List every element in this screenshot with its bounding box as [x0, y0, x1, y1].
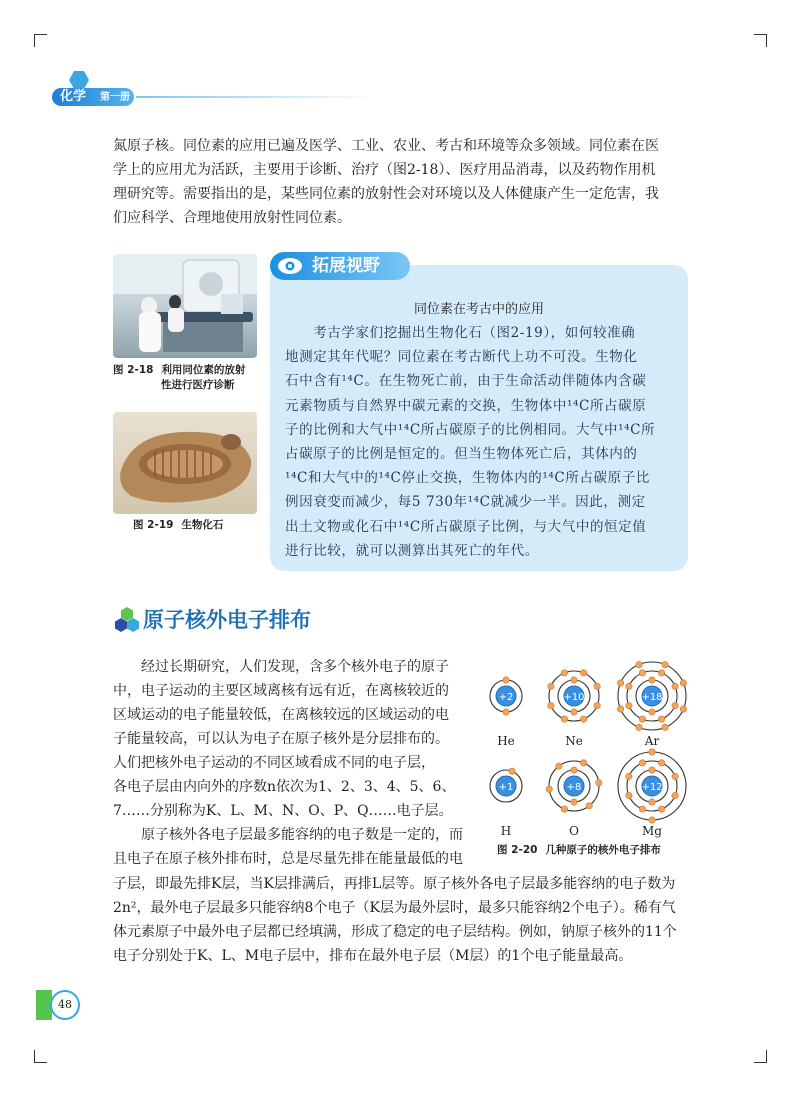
- nucleus-charge: +8: [566, 782, 582, 793]
- intro-line: 们应科学、合理地使用放射性同位素。: [113, 210, 351, 226]
- electron: [649, 767, 655, 773]
- electron: [571, 677, 577, 683]
- nucleus-charge: +18: [641, 692, 663, 703]
- extension-line: 元素物质与自然界中碳元素的交换，生物体中¹⁴C所占碳原: [285, 397, 647, 414]
- extension-line: ¹⁴C和大气中的¹⁴C停止交换，生物体内的¹⁴C所占碳原子比: [285, 470, 650, 487]
- electron: [556, 763, 562, 769]
- fossil-photo: [113, 412, 257, 514]
- electron: [672, 702, 678, 708]
- body-line: 电子分别处于K、L、M电子层中，排布在最外电子层（M层）的1个电子能量最高。: [113, 948, 633, 964]
- extension-line: 出土文物或化石中¹⁴C所占碳原子比例，与大气中的恒定值: [285, 518, 647, 535]
- nucleus-charge: +1: [498, 782, 514, 793]
- crop-mark-bottom-left: [34, 1050, 47, 1063]
- medical-diagnosis-photo: [113, 254, 257, 358]
- body-line: 2n²，最外电子层最多只能容纳8个电子（K层为最外层时，最多只能容纳2个电子）。稀有气: [113, 900, 676, 916]
- body-line: 子能量较高，可以认为电子在原子核外是分层排布的。: [113, 731, 449, 747]
- nucleus-charge: +12: [641, 782, 663, 793]
- trilobite-fossil-illustration: [113, 412, 257, 514]
- electron: [571, 767, 577, 773]
- figure-20-caption: [497, 842, 661, 857]
- atom-symbol-label: Mg: [642, 824, 662, 838]
- electron: [649, 817, 655, 823]
- extension-line: 子的比例和大气中¹⁴C所占碳原子的比例相同。大气中¹⁴C所: [285, 421, 656, 438]
- electron: [571, 799, 577, 805]
- electron: [649, 749, 655, 755]
- atom-he: [490, 677, 522, 715]
- extension-line: 例因衰变而减少，每5 730年¹⁴C就减少一半。因此，测定: [285, 494, 646, 511]
- running-header: [52, 70, 372, 110]
- electron: [662, 724, 668, 730]
- electron: [594, 683, 600, 689]
- electron: [639, 806, 645, 812]
- caption-text: 生物化石: [181, 519, 224, 531]
- electron: [580, 760, 586, 766]
- figure-18-caption-continued: 性进行医疗诊断: [161, 379, 235, 391]
- electron: [580, 716, 586, 722]
- electron: [617, 706, 623, 712]
- intro-line: 学上的应用尤为活跃，主要用于诊断、治疗（图2-18）、医疗用品消毒，以及药物作用机: [113, 162, 656, 178]
- electron: [639, 760, 645, 766]
- header-rule: [136, 96, 376, 98]
- electron: [561, 716, 567, 722]
- electron: [672, 792, 678, 798]
- section-title: 原子核外电子排布: [143, 608, 311, 632]
- atom-h: [490, 768, 522, 802]
- figure-19-caption: [133, 518, 223, 533]
- extension-title: 同位素在考古中的应用: [413, 302, 544, 317]
- body-line: 原子核外各电子层最多能容纳的电子数是一定的，而: [113, 827, 463, 843]
- crop-mark-bottom-right: [754, 1050, 767, 1063]
- electron: [594, 702, 600, 708]
- extension-line: 地测定其年代呢？同位素在考古断代上功不可没。生物化: [285, 349, 638, 366]
- electron: [626, 773, 632, 779]
- caption-text: 几种原子的核外电子排布: [545, 844, 661, 856]
- electron: [626, 683, 632, 689]
- body-line: 子层，即最先排K层，当K层排满后，再排L层等。原子核外各电子层最多能容纳的电子数为: [113, 876, 676, 892]
- body-line: 人们把核外电子运动的不同区域看成不同的电子层，: [113, 755, 435, 771]
- electron: [672, 773, 678, 779]
- hexagon-cluster-icon: [113, 607, 141, 633]
- electron: [658, 760, 664, 766]
- eye-icon: [277, 256, 303, 276]
- extension-line: 考古学家们挖掘出生物化石（图2-19），如何较准确: [285, 325, 636, 341]
- page-number-tab: [36, 990, 84, 1020]
- electron: [503, 709, 509, 715]
- crop-mark-top-right: [754, 34, 767, 47]
- body-line: 体元素原子中最外电子层都已经填满，形成了稳定的电子层结构。例如，钠原子核外的11个: [113, 924, 677, 940]
- figure-number: 图 2-19: [133, 519, 174, 531]
- electron: [617, 680, 623, 686]
- electron: [658, 806, 664, 812]
- atom-diagrams: [480, 660, 700, 838]
- atom-symbol-label: Ar: [644, 734, 660, 748]
- caption-text: 利用同位素的放射: [161, 364, 246, 376]
- electron: [649, 677, 655, 683]
- hexagon-logo-icon: [68, 70, 90, 90]
- atom-o: [546, 760, 602, 813]
- figure-number: 图 2-20: [497, 844, 538, 856]
- body-line: 经过长期研究，人们发现，含多个核外电子的原子: [113, 659, 449, 675]
- extension-line: 占碳原子的比例是恒定的。但当生物体死亡后，其体内的: [285, 446, 638, 463]
- atom-ne: [548, 670, 601, 723]
- electron: [649, 799, 655, 805]
- electron: [509, 768, 515, 774]
- electron: [658, 716, 664, 722]
- atom-symbol-label: H: [500, 824, 512, 838]
- extension-line: 石中含有¹⁴C。在生物死亡前，由于生命活动伴随体内含碳: [285, 373, 647, 390]
- electron: [672, 683, 678, 689]
- electron: [596, 780, 602, 786]
- electron: [548, 683, 554, 689]
- body-line: 中，电子运动的主要区域离核有远有近，在离核较近的: [113, 683, 449, 699]
- electron: [636, 661, 642, 667]
- electron: [561, 806, 567, 812]
- extension-body: [285, 321, 675, 563]
- body-line: 区域运动的电子能量较低，在离核较远的区域运动的电: [113, 707, 449, 723]
- electron: [546, 786, 552, 792]
- atom-ar: [617, 661, 686, 730]
- figure-18-caption: [113, 363, 245, 378]
- extension-line: 进行比较，就可以测算出其死亡的年代。: [285, 542, 539, 559]
- atom-mg: [618, 749, 686, 823]
- body-line: 且电子在原子核外排布时，总是尽量先排在能量最低的电: [113, 851, 463, 867]
- book-title: 化学: [60, 89, 87, 104]
- electron: [571, 709, 577, 715]
- electron: [662, 661, 668, 667]
- atom-symbol-label: Ne: [565, 734, 583, 748]
- electron: [680, 706, 686, 712]
- medical-scanner-illustration: [113, 254, 257, 358]
- nucleus-charge: +10: [563, 692, 585, 703]
- page-number: 48: [58, 998, 72, 1011]
- body-line: 7……分别称为K、L、M、N、O、P、Q……电子层。: [113, 803, 453, 819]
- electron: [503, 677, 509, 683]
- intro-line: 理研究等。需要指出的是，某些同位素的放射性会对环境以及人体健康产生一定危害，我: [113, 186, 659, 202]
- electron: [561, 670, 567, 676]
- atom-symbol-label: O: [569, 824, 579, 838]
- electron: [626, 792, 632, 798]
- electron: [680, 680, 686, 686]
- figure-number: 图 2-18: [113, 364, 154, 376]
- electron: [639, 670, 645, 676]
- electron: [658, 670, 664, 676]
- electron: [636, 724, 642, 730]
- nucleus-charge: +2: [498, 692, 514, 703]
- extension-tag-label: 拓展视野: [312, 256, 380, 276]
- electron: [649, 709, 655, 715]
- electron: [548, 702, 554, 708]
- body-line: 各电子层由内向外的序数n依次为1、2、3、4、5、6、: [113, 779, 456, 795]
- atom-symbol-label: He: [497, 734, 515, 748]
- electron: [580, 670, 586, 676]
- electron: [626, 702, 632, 708]
- electron: [639, 716, 645, 722]
- electron: [586, 803, 592, 809]
- crop-mark-top-left: [34, 34, 47, 47]
- book-volume: 第一册: [100, 92, 130, 103]
- intro-line: 氮原子核。同位素的应用已遍及医学、工业、农业、考古和环境等众多领域。同位素在医: [113, 138, 659, 154]
